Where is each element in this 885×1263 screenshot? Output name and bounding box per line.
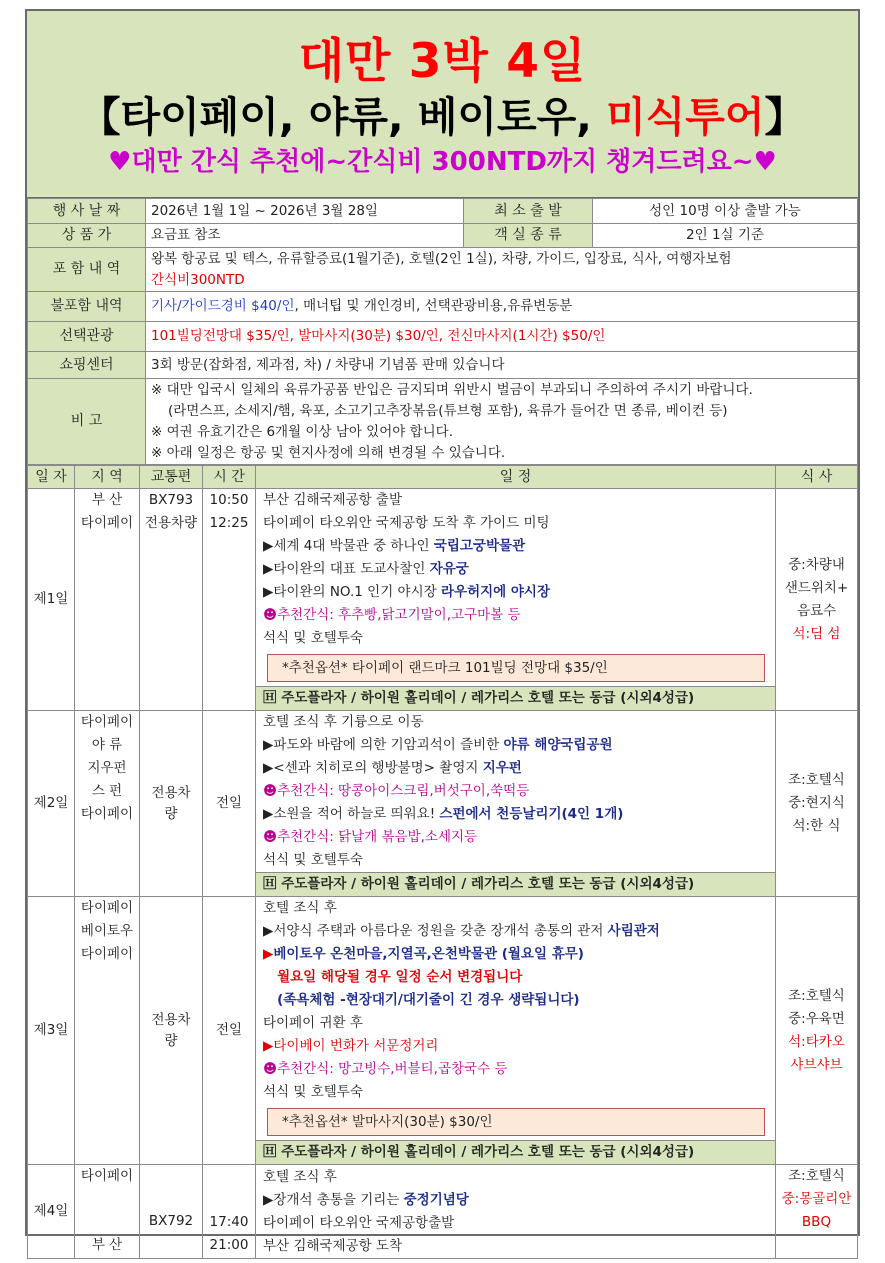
meal: 중:몽골리안	[781, 1191, 852, 1207]
region: 부 산	[91, 492, 123, 508]
date-label: 행 사 날 짜	[28, 199, 146, 224]
snack-line: ☻추천간식: 망고빙수,버블티,곱창국수 등	[263, 1061, 508, 1077]
region: 타이페이	[80, 946, 134, 962]
plan-text: ▶<센과 치히로의 행방불명> 촬영지	[263, 760, 483, 776]
subtitle-highlight: 미식투어	[606, 93, 765, 141]
day-label: 제4일	[28, 1165, 75, 1259]
excl-label: 불포함 내역	[28, 292, 146, 322]
room-label: 객 실 종 류	[464, 224, 593, 248]
day-label: 제2일	[28, 711, 75, 897]
snack-line: ☻추천간식: 닭날개 볶음밥,소세지등	[263, 829, 478, 845]
hotel-line: 🄷 주도플라자 / 하이원 홀리데이 / 레가리스 호텔 또는 동급 (시외4성급)	[256, 1140, 775, 1164]
meal: 조:호텔식	[788, 1168, 845, 1184]
recommended-option: *추천옵션* 발마사지(30분) $30/인	[267, 1108, 765, 1136]
region: 부 산	[91, 1237, 123, 1253]
note-item: ※ 아래 일정은 항공 및 현지사정에 의해 변경될 수 있습니다.	[151, 444, 506, 461]
plan-line	[263, 1189, 775, 1212]
hotel-line: 🄷 주도플라자 / 하이원 홀리데이 / 레가리스 호텔 또는 동급 (시외4성급)	[256, 872, 775, 896]
note-item: (라면스프, 소세지/햄, 육포, 소고기고추장볶음(튜브형 포함), 육류가 들어간 면 종류, 베이컨 등)	[168, 402, 728, 419]
day-regions	[75, 897, 140, 1165]
plan-line	[263, 757, 775, 780]
meal: 샤브샤브	[790, 1056, 843, 1073]
day-meals	[776, 1165, 858, 1259]
day-times: 전일	[203, 897, 256, 1165]
plan-line: 타이페이 타오위안 국제공항 도착 후 가이드 미팅	[263, 515, 550, 531]
plan-text: ▶파도와 바람에 의한 기암괴석이 즐비한	[263, 737, 504, 753]
plan-highlight: 야류 해양국립공원	[503, 737, 613, 753]
day-label: 제1일	[28, 489, 75, 711]
plan-line: 부산 김해국제공항 출발	[263, 492, 402, 508]
col-time: 시 간	[203, 466, 256, 489]
meal: 샌드위치+	[784, 579, 849, 596]
col-day: 일 자	[28, 466, 75, 489]
plan-line: 부산 김해국제공항 도착	[263, 1237, 402, 1254]
region: 타이페이	[80, 515, 134, 531]
meal: 중:현지식	[788, 795, 845, 811]
plan-line	[263, 535, 775, 558]
plan-line: 타이페이 타오위안 국제공항출발	[263, 1214, 455, 1231]
time: 10:50	[209, 492, 249, 508]
plan-highlight: 베이토우 온천마을,지열곡,온천박물관 (월요일 휴무)	[273, 946, 584, 962]
plan-line: 석식 및 호텔투숙	[263, 852, 363, 868]
region: 지우펀	[87, 760, 127, 776]
plan-line: 타이페이 귀환 후	[263, 1015, 363, 1031]
plan-text: ▶타이완의 대표 도교사찰인	[263, 561, 430, 577]
day-regions	[75, 1165, 140, 1259]
day-plan	[256, 1165, 776, 1259]
plan-highlight: 국립고궁박물관	[433, 538, 526, 554]
col-meal: 식 사	[776, 466, 858, 489]
plan-note: (족욕체험 -현장대기/대기줄이 긴 경우 생략됩니다)	[263, 992, 580, 1008]
opt-label: 선택관광	[28, 322, 146, 352]
meal: 음료수	[796, 602, 837, 619]
plan-line: 호텔 조식 후	[263, 1168, 337, 1185]
min-label: 최 소 출 발	[464, 199, 593, 224]
day-plan	[256, 897, 776, 1165]
plan-highlight: 자유궁	[429, 561, 469, 577]
incl-text: 왕복 항공료 및 텍스, 유류할증료(1월기준), 호텔(2인 1실), 차량, 가이드, 입장료, 식사, 여행자보험	[151, 250, 732, 267]
itinerary-sheet	[25, 9, 860, 1254]
plan-line	[263, 943, 775, 966]
time: 12:25	[209, 515, 249, 531]
region: 타이페이	[80, 1168, 134, 1184]
hotel-line: 🄷 주도플라자 / 하이원 홀리데이 / 레가리스 호텔 또는 동급 (시외4성급)	[256, 686, 775, 710]
price-label: 상 품 가	[28, 224, 146, 248]
region: 타이페이	[80, 806, 134, 822]
snack-line: ☻추천간식: 땅콩아이스크림,버섯구이,쑥떡등	[263, 783, 530, 799]
opt-value: 101빌딩전망대 $35/인, 발마사지(30분) $30/인, 전신마사지(1시간) $50/인	[146, 322, 858, 352]
plan-warning: 월요일 해당될 경우 일정 순서 변경됩니다	[263, 969, 523, 985]
day-plan	[256, 489, 776, 711]
plan-text: ▶세계 4대 박물관 중 하나인	[263, 538, 434, 554]
plan-line: 석식 및 호텔투숙	[263, 1084, 363, 1100]
day-transport: 전용차량	[140, 711, 203, 897]
time: 17:40	[209, 1214, 249, 1230]
excl-rest: , 매너팁 및 개인경비, 선택관광비용,유류변동분	[294, 298, 573, 314]
recommended-option: *추천옵션* 타이페이 랜드마크 101빌딩 전망대 $35/인	[267, 654, 765, 682]
plan-line: 호텔 조식 후 기륭으로 이동	[263, 714, 424, 730]
day-meals	[776, 711, 858, 897]
notes	[146, 379, 858, 465]
page-subtitle	[27, 91, 858, 143]
plan-line: 호텔 조식 후	[263, 900, 337, 916]
excl-guide-fee: 기사/가이드경비 $40/인	[151, 298, 295, 314]
meal: 조:호텔식	[788, 987, 845, 1004]
plan-highlight: 사림관저	[607, 923, 660, 939]
plan-line: 석식 및 호텔투숙	[263, 630, 363, 646]
price-value: 요금표 참조	[146, 224, 464, 248]
plan-highlight: 지우펀	[482, 760, 522, 776]
transport: 전용차량	[144, 515, 198, 531]
plan-line	[263, 920, 775, 943]
plan-highlight: 중정기념당	[403, 1191, 469, 1208]
time: 21:00	[209, 1237, 249, 1253]
plan-highlight: 스펀에서 천등날리기(4인 1개)	[439, 806, 624, 822]
day-regions	[75, 489, 140, 711]
incl-label: 포 함 내 역	[28, 248, 146, 292]
plan-line	[263, 734, 775, 757]
region: 스 펀	[91, 783, 123, 799]
snack-line: ☻추천간식: 후추빵,닭고기말이,고구마볼 등	[263, 607, 521, 623]
shop-label: 쇼핑센터	[28, 352, 146, 379]
col-transport: 교통편	[140, 466, 203, 489]
meal: 중:우육면	[788, 1010, 845, 1027]
day-plan	[256, 711, 776, 897]
day-meals	[776, 897, 858, 1165]
meal: 중:차량내	[788, 556, 845, 573]
min-value: 성인 10명 이상 출발 가능	[593, 199, 858, 224]
day-times	[203, 1165, 256, 1259]
plan-line: ▶타이베이 번화가 서문정거리	[263, 1038, 439, 1054]
day-meals	[776, 489, 858, 711]
day-label: 제3일	[28, 897, 75, 1165]
meal: 석:타카오	[788, 1033, 845, 1050]
meal: BBQ	[801, 1214, 832, 1230]
day-regions	[75, 711, 140, 897]
plan-text: ▶장개석 총통을 기리는	[263, 1191, 404, 1208]
day-transport	[140, 489, 203, 711]
transport: BX793	[148, 492, 194, 508]
note-item: ※ 대만 입국시 일체의 육류가공품 반입은 금지되며 위반시 벌금이 부과되니 주의하여 주시기 바랍니다.	[151, 381, 753, 398]
plan-line	[263, 803, 775, 826]
day-times: 전일	[203, 711, 256, 897]
col-region: 지 역	[75, 466, 140, 489]
page-title: 대만 3박 4일	[298, 34, 587, 89]
region: 야 류	[91, 737, 123, 753]
info-table	[27, 198, 858, 465]
subtitle-places: 【타이페이, 야류, 베이토우,	[79, 93, 607, 141]
note-label: 비 고	[28, 379, 146, 465]
meal: 석:딤 섬	[792, 625, 841, 642]
room-value: 2인 1실 기준	[593, 224, 858, 248]
plan-text: ▶서양식 주택과 아름다운 정원을 갖춘 장개석 총통의 관저	[263, 923, 608, 939]
col-plan: 일 정	[256, 466, 776, 489]
schedule-table	[27, 465, 858, 1259]
shop-value: 3회 방문(잡화점, 제과점, 차) / 차량내 기념품 판매 있습니다	[146, 352, 858, 379]
meal: 조:호텔식	[788, 772, 845, 788]
subtitle-bracket: 】	[764, 93, 806, 141]
day-transport: BX792	[140, 1165, 203, 1259]
plan-text: ▶소원을 적어 하늘로 띄워요!	[263, 806, 440, 822]
meal: 석:한 식	[792, 818, 841, 834]
date-value: 2026년 1월 1일 ~ 2026년 3월 28일	[146, 199, 464, 224]
tagline: ♥대만 간식 추천에~간식비 300NTD까지 챙겨드려요~♥	[108, 147, 777, 177]
plan-bullet: ▶	[263, 946, 274, 962]
region: 베이토우	[80, 923, 134, 939]
day-times	[203, 489, 256, 711]
region: 타이페이	[80, 900, 134, 916]
title-banner	[27, 11, 858, 198]
region: 타이페이	[80, 714, 134, 730]
plan-highlight: 라우허지에 야시장	[440, 584, 551, 600]
day-transport: 전용차량	[140, 897, 203, 1165]
incl-snack: 간식비300NTD	[151, 271, 245, 288]
plan-line	[263, 558, 775, 581]
note-item: ※ 여권 유효기간은 6개월 이상 남아 있어야 합니다.	[151, 423, 454, 440]
plan-line	[263, 581, 775, 604]
incl-value	[146, 248, 858, 292]
excl-value	[146, 292, 858, 322]
plan-text: ▶타이완의 NO.1 인기 야시장	[263, 584, 441, 600]
